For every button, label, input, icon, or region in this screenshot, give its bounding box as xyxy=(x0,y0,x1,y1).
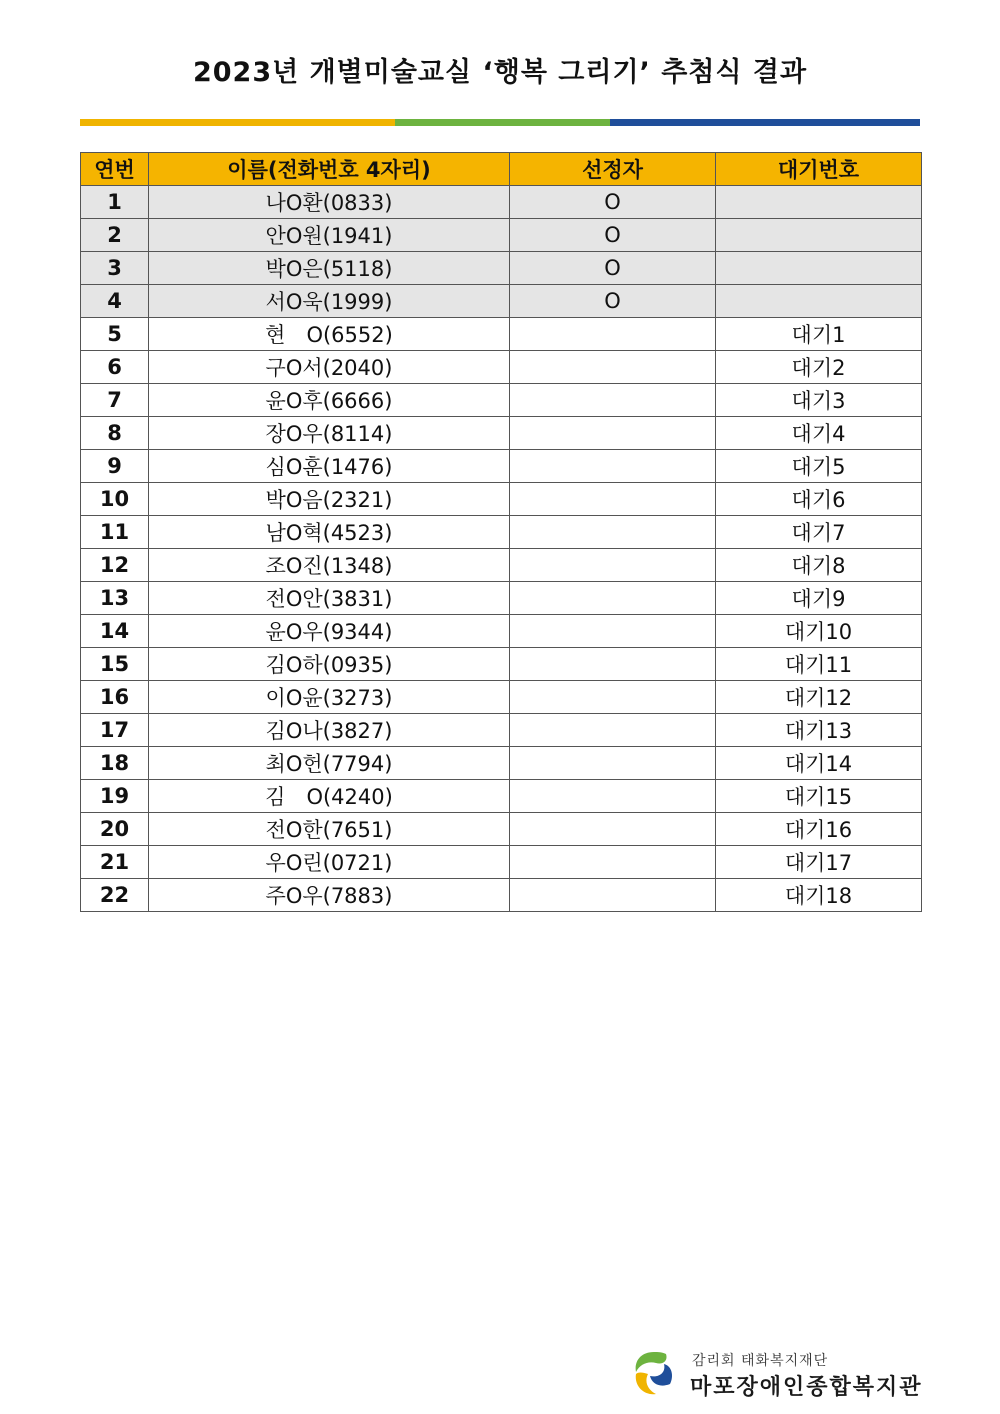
cell-number: 5 xyxy=(81,318,149,351)
cell-wait-number: 대기13 xyxy=(716,714,922,747)
divider-segment-green xyxy=(395,119,610,126)
cell-selected xyxy=(510,516,716,549)
divider-segment-blue xyxy=(610,119,920,126)
table-row xyxy=(81,549,922,582)
cell-number: 10 xyxy=(81,483,149,516)
cell-number: 12 xyxy=(81,549,149,582)
table-row xyxy=(81,681,922,714)
cell-name: 전O안(3831) xyxy=(149,582,510,615)
cell-wait-number: 대기18 xyxy=(716,879,922,912)
cell-name: 김O하(0935) xyxy=(149,648,510,681)
table-row xyxy=(81,780,922,813)
cell-name: 김O나(3827) xyxy=(149,714,510,747)
cell-selected xyxy=(510,582,716,615)
cell-wait-number: 대기9 xyxy=(716,582,922,615)
table-row xyxy=(81,285,922,318)
page-title: 2023년 개별미술교실 ‘행복 그리기’ 추첨식 결과 xyxy=(192,57,808,88)
table-row xyxy=(81,252,922,285)
table-row xyxy=(81,846,922,879)
cell-wait-number xyxy=(716,186,922,219)
cell-number: 4 xyxy=(81,285,149,318)
cell-selected xyxy=(510,879,716,912)
cell-selected xyxy=(510,681,716,714)
table-row xyxy=(81,417,922,450)
table-header-row xyxy=(81,153,922,186)
cell-selected xyxy=(510,813,716,846)
cell-wait-number: 대기2 xyxy=(716,351,922,384)
cell-number: 17 xyxy=(81,714,149,747)
table-row xyxy=(81,483,922,516)
table-row xyxy=(81,450,922,483)
cell-selected xyxy=(510,318,716,351)
cell-name: 박O음(2321) xyxy=(149,483,510,516)
cell-number: 11 xyxy=(81,516,149,549)
cell-wait-number: 대기3 xyxy=(716,384,922,417)
foundation-name: 감리회 태화복지재단 xyxy=(692,1353,829,1369)
cell-number: 2 xyxy=(81,219,149,252)
cell-selected xyxy=(510,615,716,648)
table-row xyxy=(81,318,922,351)
cell-name: 박O은(5118) xyxy=(149,252,510,285)
header-selected: 선정자 xyxy=(510,153,716,186)
cell-name: 전O한(7651) xyxy=(149,813,510,846)
footer xyxy=(630,1348,960,1398)
cell-number: 19 xyxy=(81,780,149,813)
cell-wait-number: 대기10 xyxy=(716,615,922,648)
cell-selected xyxy=(510,384,716,417)
cell-number: 1 xyxy=(81,186,149,219)
cell-wait-number: 대기8 xyxy=(716,549,922,582)
cell-selected xyxy=(510,747,716,780)
cell-number: 7 xyxy=(81,384,149,417)
table-row xyxy=(81,879,922,912)
table-row xyxy=(81,747,922,780)
cell-selected: O xyxy=(510,285,716,318)
cell-number: 22 xyxy=(81,879,149,912)
cell-number: 9 xyxy=(81,450,149,483)
cell-selected: O xyxy=(510,186,716,219)
cell-name: 최O헌(7794) xyxy=(149,747,510,780)
table-row xyxy=(81,648,922,681)
cell-selected xyxy=(510,450,716,483)
cell-name: 안O원(1941) xyxy=(149,219,510,252)
cell-number: 15 xyxy=(81,648,149,681)
cell-name: 나O환(0833) xyxy=(149,186,510,219)
cell-selected: O xyxy=(510,252,716,285)
table-row xyxy=(81,615,922,648)
cell-selected xyxy=(510,549,716,582)
cell-name: 윤O우(9344) xyxy=(149,615,510,648)
cell-wait-number: 대기11 xyxy=(716,648,922,681)
cell-wait-number: 대기5 xyxy=(716,450,922,483)
cell-number: 20 xyxy=(81,813,149,846)
results-table xyxy=(80,152,922,912)
cell-wait-number xyxy=(716,285,922,318)
cell-wait-number: 대기4 xyxy=(716,417,922,450)
cell-number: 13 xyxy=(81,582,149,615)
cell-number: 14 xyxy=(81,615,149,648)
table-row xyxy=(81,186,922,219)
cell-number: 18 xyxy=(81,747,149,780)
cell-wait-number: 대기16 xyxy=(716,813,922,846)
title-divider xyxy=(80,119,920,126)
cell-selected xyxy=(510,648,716,681)
cell-selected xyxy=(510,846,716,879)
cell-wait-number: 대기6 xyxy=(716,483,922,516)
cell-number: 6 xyxy=(81,351,149,384)
cell-number: 8 xyxy=(81,417,149,450)
cell-selected xyxy=(510,780,716,813)
cell-selected xyxy=(510,417,716,450)
cell-wait-number: 대기7 xyxy=(716,516,922,549)
cell-name: 장O우(8114) xyxy=(149,417,510,450)
cell-wait-number: 대기12 xyxy=(716,681,922,714)
divider-segment-yellow xyxy=(80,119,395,126)
cell-name: 이O윤(3273) xyxy=(149,681,510,714)
cell-name: 심O훈(1476) xyxy=(149,450,510,483)
table-row xyxy=(81,516,922,549)
table-row xyxy=(81,384,922,417)
cell-wait-number xyxy=(716,219,922,252)
table-row xyxy=(81,813,922,846)
cell-selected xyxy=(510,351,716,384)
header-name: 이름(전화번호 4자리) xyxy=(149,153,510,186)
cell-name: 남O혁(4523) xyxy=(149,516,510,549)
organization-logo-icon xyxy=(630,1348,678,1398)
cell-wait-number: 대기14 xyxy=(716,747,922,780)
cell-number: 16 xyxy=(81,681,149,714)
organization-name: 마포장애인종합복지관 xyxy=(690,1374,923,1400)
cell-name: 김 O(4240) xyxy=(149,780,510,813)
cell-name: 서O욱(1999) xyxy=(149,285,510,318)
cell-number: 21 xyxy=(81,846,149,879)
cell-selected xyxy=(510,714,716,747)
cell-name: 조O진(1348) xyxy=(149,549,510,582)
cell-selected: O xyxy=(510,219,716,252)
table-body xyxy=(81,186,922,912)
cell-wait-number: 대기1 xyxy=(716,318,922,351)
cell-wait-number xyxy=(716,252,922,285)
cell-name: 윤O후(6666) xyxy=(149,384,510,417)
table-row xyxy=(81,351,922,384)
table-row xyxy=(81,582,922,615)
cell-name: 우O린(0721) xyxy=(149,846,510,879)
cell-wait-number: 대기17 xyxy=(716,846,922,879)
cell-wait-number: 대기15 xyxy=(716,780,922,813)
cell-name: 현 O(6552) xyxy=(149,318,510,351)
cell-name: 주O우(7883) xyxy=(149,879,510,912)
table-row xyxy=(81,714,922,747)
cell-name: 구O서(2040) xyxy=(149,351,510,384)
header-wait-number: 대기번호 xyxy=(716,153,922,186)
cell-selected xyxy=(510,483,716,516)
header-number: 연번 xyxy=(81,153,149,186)
cell-number: 3 xyxy=(81,252,149,285)
table-row xyxy=(81,219,922,252)
